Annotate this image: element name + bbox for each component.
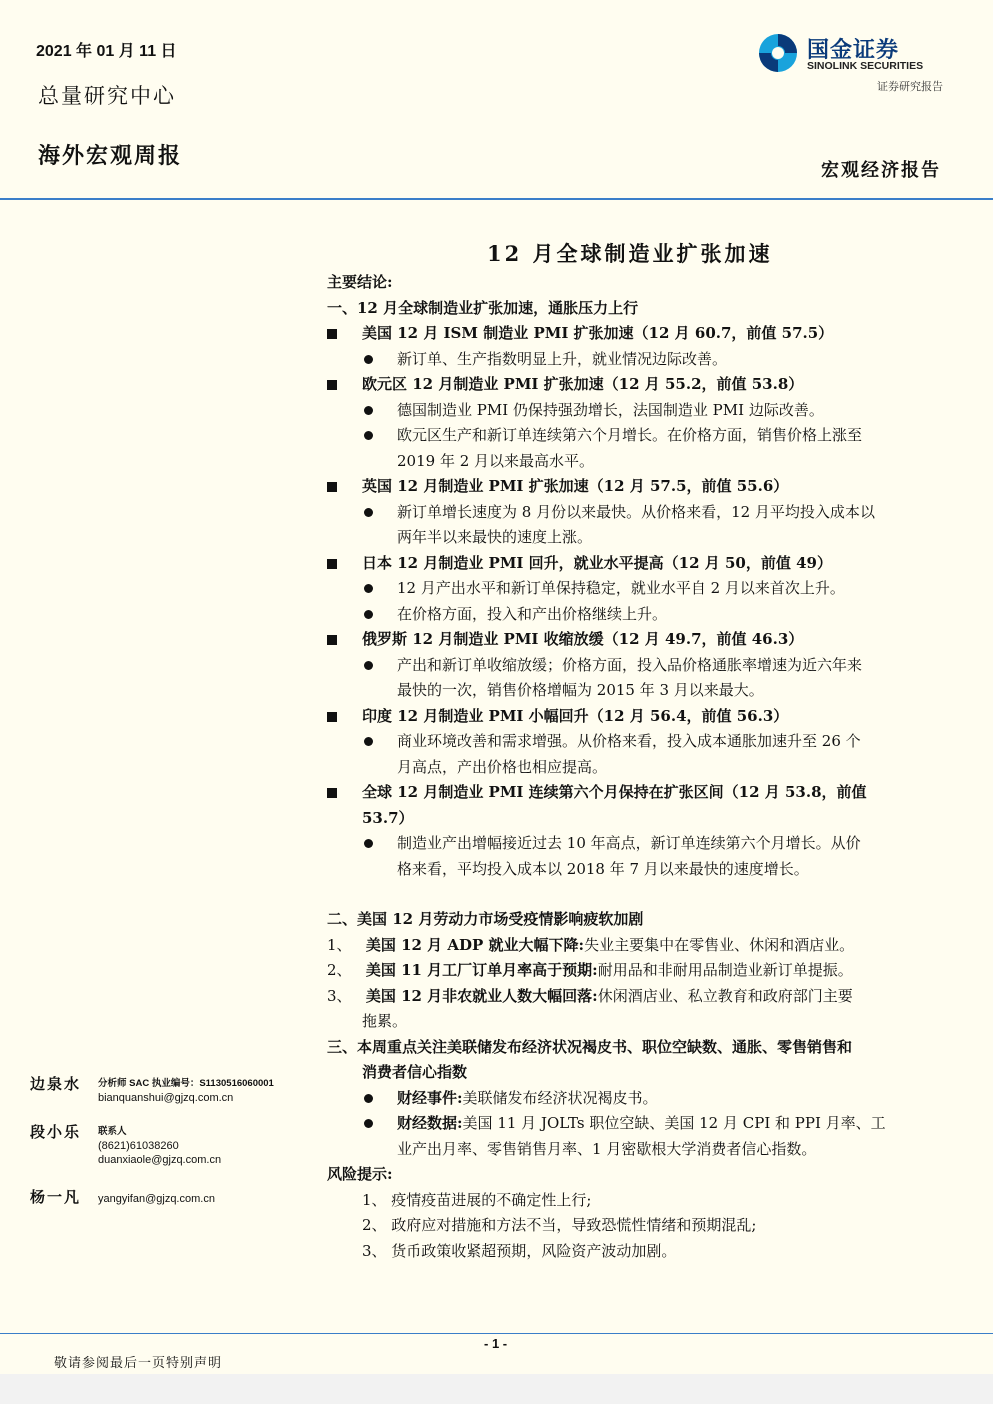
- author-role: 分析师 SAC 执业编号：S1130516060001: [98, 1078, 274, 1089]
- square-bullet-icon: [327, 712, 337, 722]
- report-series-title: 海外宏观周报: [38, 143, 183, 169]
- main-title: 12 月全球制造业扩张加速: [487, 241, 773, 266]
- footer-band: [0, 1374, 993, 1404]
- ez-pmi-point: 欧元区生产和新订单连续第六个月增长。在价格方面，销售价格上涨至: [327, 423, 947, 449]
- header-divider: [0, 198, 993, 200]
- report-type: 宏观经济报告: [821, 160, 941, 181]
- conclusion-label: 主要结论:: [327, 273, 393, 291]
- labor-item-1: 1、 美国 12 月 ADP 就业大幅下降:失业主要集中在零售业、休闲和酒店业。: [327, 935, 855, 954]
- disclaimer-note: 敬请参阅最后一页特别声明: [54, 1356, 223, 1371]
- section-3-heading-cont: 消费者信心指数: [362, 1063, 468, 1081]
- report-body: [327, 270, 947, 1264]
- labor-item-3-cont: 拖累。: [362, 1012, 408, 1030]
- ru-pmi-heading: 俄罗斯 12 月制造业 PMI 收缩放缓（12 月 49.7，前值 46.3）: [327, 627, 947, 653]
- jp-pmi-point: 12 月产出水平和新订单保持稳定，就业水平自 2 月以来首次上升。: [327, 576, 947, 602]
- risk-item-1: 1、 疫情疫苗进展的不确定性上行;: [362, 1190, 592, 1209]
- us-pmi-heading: 美国 12 月 ISM 制造业 PMI 扩张加速（12 月 60.7，前值 57.5）: [327, 321, 947, 347]
- research-center: 总量研究中心: [38, 84, 176, 108]
- square-bullet-icon: [327, 788, 337, 798]
- dot-bullet-icon: [364, 508, 373, 517]
- in-pmi-point: 商业环境改善和需求增强。从价格来看，投入成本通胀加速升至 26 个: [327, 729, 947, 755]
- section-3-heading: 三、本周重点关注美联储发布经济状况褐皮书、职位空缺数、通胀、零售销售和: [327, 1037, 853, 1056]
- dot-bullet-icon: [364, 1119, 373, 1128]
- ez-pmi-point-cont: 2019 年 2 月以来最高水平。: [397, 451, 595, 470]
- logo-en-text: SINOLINK SECURITIES: [807, 60, 924, 72]
- section-2-heading: 二、美国 12 月劳动力市场受疫情影响疲软加剧: [327, 910, 644, 928]
- jp-pmi-heading: 日本 12 月制造业 PMI 回升，就业水平提高（12 月 50，前值 49）: [327, 551, 947, 577]
- square-bullet-icon: [327, 635, 337, 645]
- dot-bullet-icon: [364, 737, 373, 746]
- author-name: 段小乐: [30, 1123, 82, 1141]
- finance-data: 财经数据:美国 11 月 JOLTs 职位空缺、美国 12 月 CPI 和 PPI 月率、工: [327, 1111, 947, 1137]
- dot-bullet-icon: [364, 610, 373, 619]
- author-phone: (8621)61038260: [98, 1140, 179, 1152]
- global-pmi-heading: 全球 12 月制造业 PMI 连续第六个月保持在扩张区间（12 月 53.8，前值: [327, 780, 947, 806]
- jp-pmi-point: 在价格方面，投入和产出价格继续上升。: [327, 602, 947, 628]
- author-name: 边泉水: [30, 1075, 82, 1093]
- uk-pmi-point-cont: 两年半以来最快的速度上涨。: [397, 528, 593, 546]
- author-role: 联系人: [98, 1126, 127, 1137]
- section-1-heading: 一、12 月全球制造业扩张加速，通胀压力上行: [327, 298, 639, 317]
- ru-pmi-point-cont: 最快的一次，销售价格增幅为 2015 年 3 月以来最大。: [397, 681, 764, 699]
- in-pmi-heading: 印度 12 月制造业 PMI 小幅回升（12 月 56.4，前值 56.3）: [327, 704, 947, 730]
- square-bullet-icon: [327, 380, 337, 390]
- ez-pmi-heading: 欧元区 12 月制造业 PMI 扩张加速（12 月 55.2，前值 53.8）: [327, 372, 947, 398]
- square-bullet-icon: [327, 482, 337, 492]
- report-date: 2021 年 01 月 11 日: [36, 43, 177, 60]
- global-pmi-point-cont: 格来看，平均投入成本以 2018 年 7 月以来最快的速度增长。: [397, 859, 809, 878]
- dot-bullet-icon: [364, 661, 373, 670]
- dot-bullet-icon: [364, 839, 373, 848]
- author-email[interactable]: duanxiaole@gjzq.com.cn: [98, 1154, 222, 1166]
- labor-item-2: 2、 美国 11 月工厂订单月率高于预期:耐用品和非耐用品制造业新订单提振。: [327, 961, 853, 979]
- logo-cn-text: 国金证券: [807, 38, 900, 63]
- page-number: - 1 -: [484, 1336, 508, 1351]
- global-pmi-heading-cont: 53.7）: [362, 808, 414, 827]
- global-pmi-point: 制造业产出增幅接近过去 10 年高点，新订单连续第六个月增长。从价: [327, 831, 947, 857]
- finance-events: 财经事件:美联储发布经济状况褐皮书。: [327, 1086, 947, 1112]
- square-bullet-icon: [327, 559, 337, 569]
- risk-item-3: 3、 货币政策收紧超预期，风险资产波动加剧。: [362, 1241, 677, 1260]
- sinolink-logo: [757, 32, 947, 82]
- dot-bullet-icon: [364, 584, 373, 593]
- dot-bullet-icon: [364, 406, 373, 415]
- us-pmi-point: 新订单、生产指数明显上升，就业情况边际改善。: [327, 347, 947, 373]
- uk-pmi-point: 新订单增长速度为 8 月份以来最快。从价格来看，12 月平均投入成本以: [327, 500, 947, 526]
- dot-bullet-icon: [364, 431, 373, 440]
- risk-label: 风险提示:: [327, 1165, 393, 1183]
- square-bullet-icon: [327, 329, 337, 339]
- footer-divider: [0, 1333, 993, 1334]
- author-name: 杨一凡: [30, 1188, 82, 1206]
- risk-item-2: 2、 政府应对措施和方法不当，导致恐慌性情绪和预期混乱;: [362, 1216, 757, 1234]
- labor-item-3: 3、 美国 12 月非农就业人数大幅回落:休闲酒店业、私立教育和政府部门主要: [327, 986, 853, 1005]
- ru-pmi-point: 产出和新订单收缩放缓；价格方面，投入品价格通胀率增速为近六年来: [327, 653, 947, 679]
- logo-subtitle: 证券研究报告: [877, 80, 943, 93]
- ez-pmi-point: 德国制造业 PMI 仍保持强劲增长，法国制造业 PMI 边际改善。: [327, 398, 947, 424]
- sinolink-logo-icon: [757, 32, 799, 74]
- uk-pmi-heading: 英国 12 月制造业 PMI 扩张加速（12 月 57.5，前值 55.6）: [327, 474, 947, 500]
- author-email[interactable]: yangyifan@gjzq.com.cn: [98, 1193, 215, 1205]
- in-pmi-point-cont: 月高点，产出价格也相应提高。: [397, 757, 608, 776]
- finance-data-cont: 业产出月率、零售销售月率、1 月密歇根大学消费者信心指数。: [397, 1139, 817, 1158]
- dot-bullet-icon: [364, 1094, 373, 1103]
- author-email[interactable]: bianquanshui@gjzq.com.cn: [98, 1092, 234, 1104]
- dot-bullet-icon: [364, 355, 373, 364]
